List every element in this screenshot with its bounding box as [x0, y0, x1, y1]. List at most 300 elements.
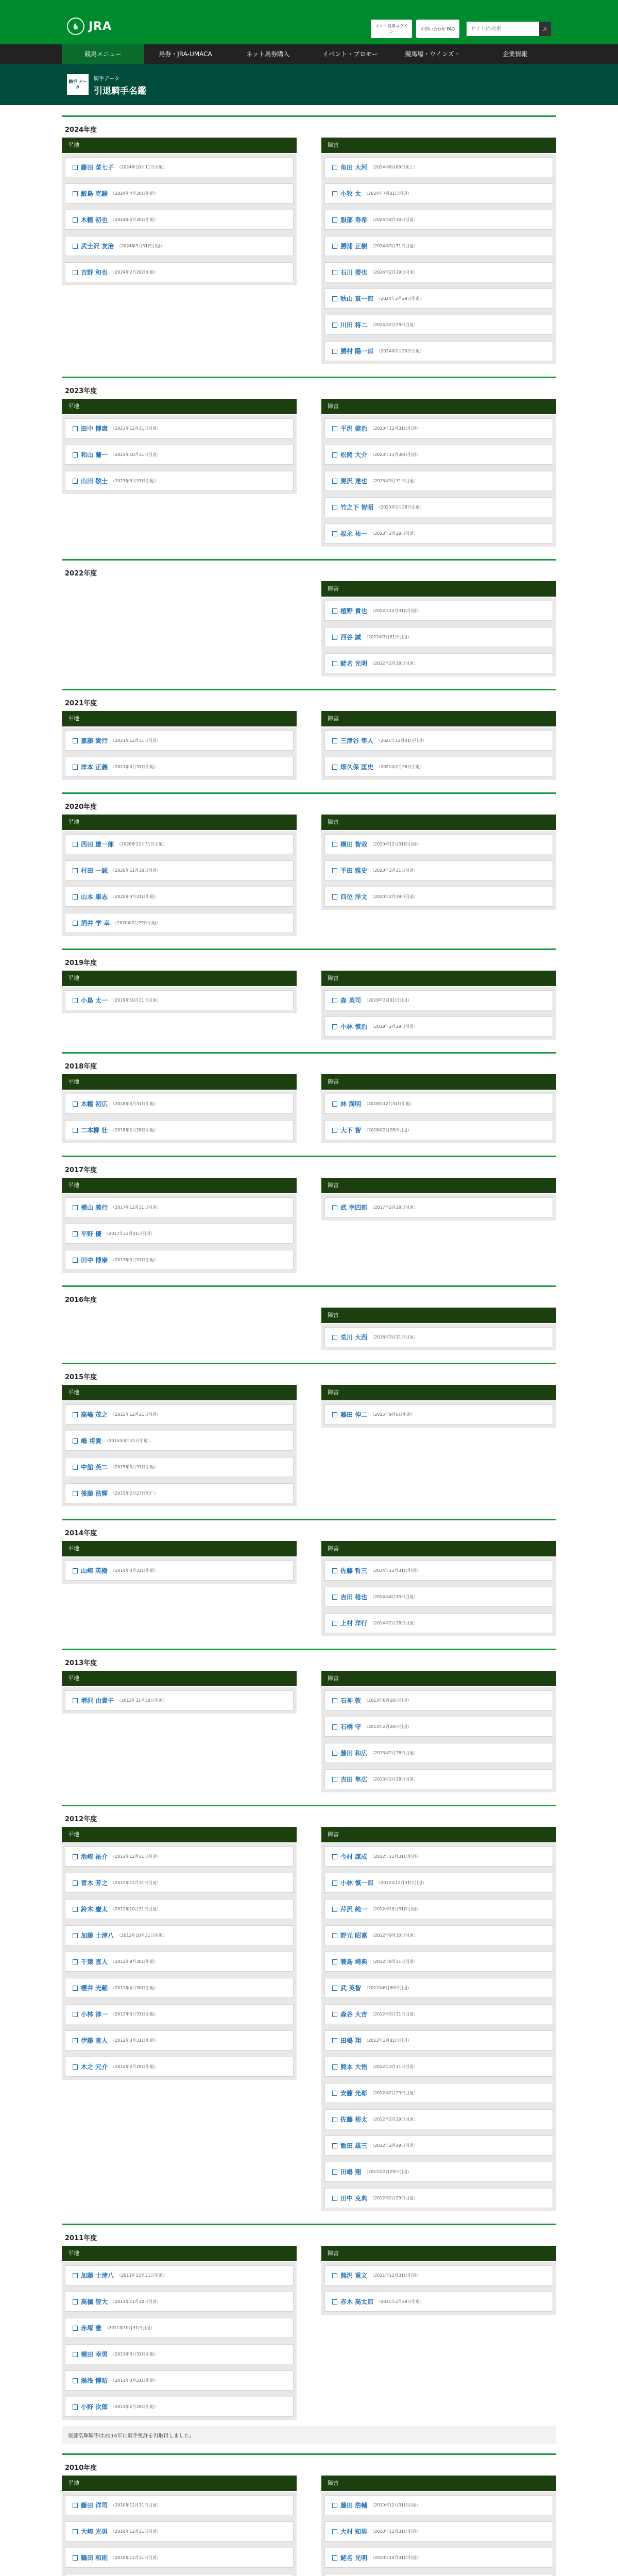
jockey-name[interactable]: 四位 洋文 — [340, 893, 368, 901]
checkbox-icon — [332, 426, 337, 431]
retire-date: （2016年3月31日引退） — [370, 1335, 418, 1340]
checkbox-icon — [332, 2117, 337, 2122]
checkbox-icon — [73, 2555, 78, 2561]
jockey-name[interactable]: 三津谷 隼人 — [340, 737, 374, 744]
jockey-item[interactable] — [65, 2030, 294, 2050]
checkbox-icon — [332, 1986, 337, 1991]
jockey-name[interactable]: 平田 雅史 — [340, 867, 368, 874]
checkbox-icon — [332, 2091, 337, 2096]
checkbox-icon — [332, 1880, 337, 1886]
jockey-item[interactable] — [324, 2162, 553, 2182]
checkbox-icon — [73, 2404, 78, 2410]
flat-column — [62, 1671, 297, 1795]
jockey-item[interactable] — [65, 834, 294, 854]
checkbox-icon — [73, 738, 78, 743]
jockey-name[interactable]: 安藤 光彰 — [340, 2090, 368, 2097]
jockey-item[interactable] — [65, 183, 294, 204]
jockey-item[interactable] — [324, 497, 553, 517]
jockey-name[interactable]: 二本柳 壮 — [81, 1127, 108, 1134]
checkbox-icon — [73, 1907, 78, 1912]
jockey-name[interactable]: 中舘 英二 — [81, 1464, 108, 1471]
jockey-name[interactable]: 熊本 大悟 — [340, 2063, 368, 2071]
jockey-item[interactable] — [65, 2292, 294, 2312]
checkbox-icon — [73, 2038, 78, 2043]
jockey-name[interactable]: 熊沢 重文 — [340, 2272, 368, 2279]
checkbox-icon — [73, 2299, 78, 2304]
flat-column — [62, 1074, 297, 1146]
retire-date: （2023年3月31日引退） — [370, 479, 418, 483]
jockey-name[interactable]: 嘉藤 貴行 — [81, 737, 108, 744]
jockey-name[interactable]: 平沢 健治 — [340, 425, 368, 432]
jockey-name[interactable]: 竹之下 智昭 — [340, 504, 374, 511]
jockey-item[interactable] — [324, 183, 553, 204]
jockey-item[interactable] — [324, 653, 553, 673]
jockey-name[interactable]: 赤木 高太郎 — [340, 2298, 374, 2306]
retire-date: （2011年12月31日引退） — [117, 2273, 167, 2278]
jockey-item[interactable] — [324, 471, 553, 491]
jockey-name[interactable]: 秋山 真一郎 — [340, 295, 374, 302]
jockey-name[interactable]: 芹沢 純一 — [340, 1906, 368, 1913]
checkbox-icon — [73, 2378, 78, 2383]
jockey-item[interactable] — [324, 2548, 553, 2568]
retire-date: （2024年3月31日引退） — [370, 244, 418, 248]
jockey-item[interactable] — [324, 860, 553, 880]
jockey-name[interactable]: 田嶋 翔 — [340, 2168, 362, 2176]
jockey-name[interactable]: 武 英智 — [340, 1985, 362, 1992]
jockey-item[interactable] — [324, 341, 553, 361]
jockey-item[interactable] — [65, 913, 294, 933]
jockey-name[interactable]: 加藤 士津八 — [81, 2272, 114, 2279]
jockey-name[interactable]: 勝村 陽一郎 — [340, 348, 374, 355]
jockey-name[interactable]: 蛯名 光明 — [340, 660, 368, 667]
retire-date: （2014年3月31日引退） — [111, 1568, 158, 1573]
flat-column — [62, 971, 297, 1043]
checkbox-icon — [332, 608, 337, 614]
jockey-name[interactable]: 吉田 稔也 — [340, 1594, 368, 1601]
jockey-name[interactable]: 藤田 菜七子 — [81, 164, 114, 171]
jockey-item[interactable] — [65, 1250, 294, 1270]
jockey-item[interactable] — [324, 2136, 553, 2156]
checkbox-icon — [332, 1621, 337, 1626]
checkbox-icon — [73, 2503, 78, 2508]
checkbox-icon — [73, 2273, 78, 2278]
jockey-name[interactable]: 黒沢 達也 — [340, 478, 368, 485]
nav-item[interactable]: イベント・プロモー — [322, 50, 378, 58]
jockey-item[interactable] — [324, 990, 553, 1010]
jockey-name[interactable]: 吉田 隼広 — [340, 1776, 368, 1783]
jump-column — [321, 1541, 556, 1639]
jockey-item[interactable] — [324, 1561, 553, 1581]
checkbox-icon — [332, 842, 337, 847]
jockey-item[interactable] — [324, 2574, 553, 2576]
jockey-item[interactable] — [65, 2495, 294, 2515]
jockey-item[interactable] — [324, 1952, 553, 1972]
jump-header: 障害 — [321, 1074, 556, 1090]
jockey-item[interactable] — [65, 2318, 294, 2338]
year-columns — [62, 1178, 556, 1276]
checkbox-icon — [73, 165, 78, 170]
jockey-item[interactable] — [65, 2344, 294, 2364]
jockey-item[interactable] — [324, 1094, 553, 1114]
jockey-name[interactable]: 横山 義行 — [81, 1204, 108, 1211]
jockey-name[interactable]: 吉野 和也 — [81, 269, 108, 276]
net-vote-login-button[interactable]: ネット投票ログイン — [371, 20, 412, 38]
jockey-name[interactable]: 加藤 士津八 — [81, 1932, 114, 1939]
jockey-name[interactable]: 森谷 大吉 — [340, 2011, 368, 2018]
jockey-item[interactable] — [65, 757, 294, 777]
jockey-item[interactable] — [324, 1327, 553, 1347]
checkbox-icon — [73, 2529, 78, 2534]
jockey-name[interactable]: 石神 敦 — [340, 1697, 362, 1704]
jockey-item[interactable] — [324, 1404, 553, 1425]
jockey-name[interactable]: 後藤 浩輝 — [81, 1490, 108, 1497]
jockey-item[interactable] — [65, 2574, 294, 2576]
jockey-item[interactable] — [324, 1846, 553, 1867]
jockey-name[interactable]: 伊藤 直人 — [81, 2037, 108, 2044]
flat-header: 平地 — [62, 1385, 297, 1400]
jockey-item[interactable] — [65, 2521, 294, 2541]
jockey-name[interactable]: 石橋 守 — [340, 1723, 362, 1731]
jockey-name[interactable]: 今村 康成 — [340, 1853, 368, 1860]
jra-logo[interactable] — [67, 18, 112, 35]
search-input[interactable] — [467, 22, 539, 36]
jockey-item[interactable] — [324, 1925, 553, 1945]
jockey-item[interactable] — [65, 731, 294, 751]
jockey-name[interactable]: 赤塚 雅 — [81, 2325, 102, 2332]
jockey-item[interactable] — [65, 1561, 294, 1581]
flat-header: 平地 — [62, 1541, 297, 1556]
checkbox-icon — [332, 1024, 337, 1029]
retire-date: （2017年12月31日引退） — [111, 1205, 161, 1210]
jockey-item[interactable] — [324, 627, 553, 647]
jockey-item[interactable] — [65, 2370, 294, 2391]
jockey-item[interactable] — [324, 1743, 553, 1763]
nav-item[interactable]: 競馬場・ウインズ・ — [405, 50, 460, 58]
jockey-name[interactable]: 池崎 祐介 — [81, 1853, 108, 1860]
retire-date: （2012年2月29日引退） — [111, 2064, 158, 2069]
retire-date: （2020年2月29日引退） — [113, 921, 160, 925]
jockey-item[interactable] — [324, 2109, 553, 2129]
site-search — [467, 22, 551, 36]
jockey-name[interactable]: 櫻井 光輔 — [81, 1985, 108, 1992]
jockey-name[interactable]: 武士沢 友治 — [81, 243, 114, 250]
jockey-name[interactable]: 鈴木 慶太 — [81, 1906, 108, 1913]
jump-header: 障害 — [321, 1178, 556, 1193]
jockey-item[interactable] — [65, 445, 294, 465]
jockey-item[interactable] — [65, 1952, 294, 1972]
jump-header: 障害 — [321, 2476, 556, 2491]
jump-header: 障害 — [321, 1541, 556, 1556]
jump-header: 障害 — [321, 1671, 556, 1686]
jockey-item[interactable] — [65, 1197, 294, 1217]
jockey-name[interactable]: 岸本 正義 — [81, 764, 108, 771]
nav-item[interactable]: ネット馬券購入 — [246, 50, 289, 58]
jockey-name[interactable]: 高嶋 茂之 — [81, 1411, 108, 1418]
jockey-item[interactable] — [65, 471, 294, 491]
jockey-item[interactable] — [324, 315, 553, 335]
jockey-item[interactable] — [324, 1690, 553, 1710]
jockey-name[interactable]: 木幡 初広 — [81, 1100, 108, 1108]
jockey-item[interactable] — [324, 523, 553, 544]
jockey-name[interactable]: 藤田 和広 — [340, 1750, 368, 1757]
jockey-item[interactable] — [324, 2521, 553, 2541]
retire-date: （2013年2月28日引退） — [364, 1724, 411, 1729]
jockey-item[interactable] — [324, 418, 553, 438]
jockey-item[interactable] — [324, 2057, 553, 2077]
faq-button[interactable]: お問い合わせ FAQ — [416, 20, 459, 38]
jockey-item[interactable] — [65, 1690, 294, 1710]
jockey-name[interactable]: 平野 優 — [81, 1230, 102, 1238]
jockey-item[interactable] — [324, 236, 553, 256]
year-title: 2016年度 — [65, 1296, 97, 1304]
jockey-item[interactable] — [65, 887, 294, 907]
jockey-item[interactable] — [324, 731, 553, 751]
jockey-item[interactable] — [324, 2265, 553, 2285]
flat-column — [62, 2476, 297, 2576]
jockey-name[interactable]: 大村 知男 — [340, 2528, 368, 2535]
jockey-item[interactable] — [65, 860, 294, 880]
retire-date: （2011年2月28日引退） — [376, 2299, 424, 2304]
jockey-name[interactable]: 田中 克典 — [340, 2195, 368, 2202]
jockey-name[interactable]: 小野 次郎 — [81, 2403, 108, 2411]
jockey-name[interactable]: 田中 博康 — [81, 1257, 108, 1264]
jockey-item[interactable] — [324, 834, 553, 854]
jockey-item[interactable] — [65, 262, 294, 282]
nav-item[interactable]: 企業情報 — [502, 50, 527, 58]
jockey-item[interactable] — [324, 757, 553, 777]
retire-date: （2012年2月29日引退） — [364, 2170, 411, 2174]
jockey-item[interactable] — [324, 445, 553, 465]
checkbox-icon — [73, 868, 78, 873]
jump-column — [321, 581, 556, 680]
retire-date: （2017年3月31日引退） — [111, 1258, 158, 1262]
jockey-name[interactable]: 嶋 将貴 — [81, 1437, 102, 1445]
retire-date: （2012年2月29日引退） — [370, 2117, 418, 2122]
jockey-name[interactable]: 福永 祐一 — [340, 530, 368, 537]
jockey-item[interactable] — [65, 1978, 294, 1998]
jockey-item[interactable] — [65, 236, 294, 256]
jockey-item[interactable] — [65, 2004, 294, 2024]
jockey-name[interactable]: 高橋 智大 — [81, 2298, 108, 2306]
jockey-name[interactable]: 佐藤 裕太 — [340, 2116, 368, 2123]
nav-item[interactable]: 馬券・JRA-UMACA — [159, 50, 212, 58]
jockey-item[interactable] — [65, 2397, 294, 2417]
jockey-item[interactable] — [65, 1846, 294, 1867]
jockey-name[interactable]: 藤田 浩輔 — [340, 2502, 368, 2509]
jockey-item[interactable] — [324, 1587, 553, 1607]
jockey-item[interactable] — [65, 1120, 294, 1140]
checkbox-icon — [332, 2038, 337, 2043]
jockey-name[interactable]: 鮫島 克駿 — [81, 190, 108, 197]
main-content — [62, 115, 556, 2576]
jockey-item[interactable] — [324, 262, 553, 282]
checkbox-icon — [332, 270, 337, 275]
jockey-name[interactable]: 小林 淳一 — [81, 2011, 108, 2018]
jockey-name[interactable]: 角田 大河 — [340, 164, 368, 171]
search-icon[interactable]: ⌕ — [539, 22, 551, 36]
jockey-name[interactable]: 酒井 学 幸 — [81, 920, 110, 927]
jockey-item[interactable] — [324, 2495, 553, 2515]
jockey-item[interactable] — [324, 2292, 553, 2312]
jockey-item[interactable] — [324, 2083, 553, 2103]
jockey-item[interactable] — [324, 2188, 553, 2208]
jockey-name[interactable]: 武 幸四郎 — [340, 1204, 368, 1211]
jockey-item[interactable] — [65, 2265, 294, 2285]
jockey-name[interactable]: 佐藤 哲三 — [340, 1567, 368, 1574]
jockey-name[interactable]: 田嶋 翔 — [340, 2037, 362, 2044]
year-section — [62, 2224, 556, 2444]
jockey-name[interactable]: 山田 敬士 — [81, 478, 108, 485]
jockey-item[interactable] — [65, 1899, 294, 1919]
retire-date: （2015年9月6日引退） — [370, 1412, 415, 1417]
jockey-name[interactable]: 山本 康志 — [81, 893, 108, 901]
page-title: 引退騎手名鑑 — [94, 86, 146, 96]
jockey-item[interactable] — [65, 1224, 294, 1244]
jockey-name[interactable]: 田中 博康 — [81, 425, 108, 432]
year-section — [62, 1649, 556, 1795]
jump-header: 障害 — [321, 399, 556, 414]
jockey-item[interactable] — [65, 157, 294, 177]
jockey-name[interactable]: 木之 元介 — [81, 2063, 108, 2071]
jockey-name[interactable]: 村田 一誠 — [81, 867, 108, 874]
checkbox-icon — [73, 921, 78, 926]
jockey-item[interactable] — [324, 1717, 553, 1737]
jockey-name[interactable]: 小牧 太 — [340, 190, 362, 197]
jockey-name[interactable]: 千葉 直人 — [81, 1958, 108, 1965]
jockey-item[interactable] — [65, 1873, 294, 1893]
retire-date: （2024年10月11日引退） — [117, 165, 167, 170]
jockey-name[interactable]: 木幡 初也 — [81, 216, 108, 224]
jockey-name[interactable]: 青木 芳之 — [81, 1879, 108, 1887]
retire-date: （2012年2月29日引退） — [370, 2143, 418, 2148]
year-title: 2015年度 — [65, 1374, 97, 1381]
checkbox-icon — [73, 1959, 78, 1964]
jockey-item[interactable] — [324, 157, 553, 177]
jockey-name[interactable]: 大下 智 — [340, 1127, 362, 1134]
jockey-name[interactable]: 飯田 雄三 — [340, 2142, 368, 2149]
jockey-item[interactable] — [324, 887, 553, 907]
retire-date: （2020年11月30日引退） — [111, 868, 161, 873]
retire-date: （2012年12月31日引退） — [376, 1880, 426, 1885]
checkbox-icon — [73, 1101, 78, 1107]
retire-date: （2020年3月31日引退） — [111, 894, 158, 899]
jockey-name[interactable]: 蛯名 光明 — [340, 2554, 368, 2562]
jockey-item[interactable] — [324, 1120, 553, 1140]
jockey-name[interactable]: 湯浅 博昭 — [81, 2377, 108, 2384]
retire-date: （2014年12月31日引退） — [370, 1568, 420, 1573]
jockey-item[interactable] — [65, 1094, 294, 1114]
jockey-name[interactable]: 石川 倭也 — [340, 269, 368, 276]
jockey-item[interactable] — [324, 289, 553, 309]
checkbox-icon — [332, 1128, 337, 1133]
retire-date: （2024年2月29日引退） — [376, 296, 424, 301]
retire-date: （2014年4月30日引退） — [370, 1595, 418, 1599]
jockey-name[interactable]: 荒川 大西 — [340, 1334, 368, 1341]
jockey-name[interactable]: 増沢 由貴子 — [81, 1697, 114, 1704]
jockey-name[interactable]: 蓑島 靖典 — [340, 1958, 368, 1965]
year-title: 2010年度 — [65, 2464, 97, 2472]
checkbox-icon — [73, 1438, 78, 1444]
jockey-item[interactable] — [324, 1873, 553, 1893]
jockey-name[interactable]: 小島 太一 — [81, 997, 108, 1004]
jockey-name[interactable]: 西谷 誠 — [340, 634, 362, 641]
jockey-name[interactable]: 西田 雄一郎 — [81, 841, 114, 848]
jockey-name[interactable]: 川田 将二 — [340, 321, 368, 329]
jockey-name[interactable]: 和山 蘭一 — [81, 451, 108, 459]
jockey-item[interactable] — [65, 2548, 294, 2568]
jockey-item[interactable] — [65, 1431, 294, 1451]
retire-date: （2012年3月31日引退） — [111, 2038, 158, 2043]
jockey-name[interactable]: 勝浦 正樹 — [340, 243, 368, 250]
checkbox-icon — [332, 1959, 337, 1964]
jockey-item[interactable] — [324, 601, 553, 621]
jockey-name[interactable]: 藤田 伸二 — [340, 1411, 368, 1418]
jockey-item[interactable] — [65, 1925, 294, 1945]
nav-item[interactable]: 競馬メニュー — [62, 44, 144, 64]
retire-date: （2011年10月31日引退） — [105, 2326, 154, 2330]
retire-date: （2023年10月31日引退） — [111, 452, 161, 457]
jockey-name[interactable]: 横田 智哉 — [340, 841, 368, 848]
flat-header: 平地 — [62, 399, 297, 414]
jockey-name[interactable]: 小林 慎一郎 — [340, 1879, 374, 1887]
jockey-item[interactable] — [65, 1457, 294, 1477]
jockey-item[interactable] — [324, 1197, 553, 1217]
jockey-item[interactable] — [65, 1483, 294, 1503]
jockey-item[interactable] — [65, 210, 294, 230]
jockey-item[interactable] — [324, 2004, 553, 2024]
year-title: 2021年度 — [65, 700, 97, 707]
jockey-item[interactable] — [324, 1613, 553, 1633]
jockey-name[interactable]: 大崎 光男 — [81, 2528, 108, 2535]
retire-date: （2015年2月27日死亡） — [111, 1491, 158, 1496]
checkbox-icon — [332, 2273, 337, 2278]
retire-date: （2024年2月29日引退） — [111, 270, 158, 275]
checkbox-icon — [332, 531, 337, 536]
jockey-name[interactable]: 林 満明 — [340, 1100, 362, 1108]
year-section — [62, 1156, 556, 1276]
jockey-item[interactable] — [65, 990, 294, 1010]
jockey-name[interactable]: 畑久保 匡史 — [340, 764, 374, 771]
jockey-name[interactable]: 植野 貴也 — [340, 607, 368, 615]
jockey-item[interactable] — [324, 2030, 553, 2050]
flat-header: 平地 — [62, 971, 297, 986]
jockey-item[interactable] — [65, 2057, 294, 2077]
checkbox-icon — [332, 296, 337, 301]
retire-date: （2012年3月31日引退） — [370, 2012, 418, 2016]
flat-header: 平地 — [62, 1827, 297, 1842]
jockey-item[interactable] — [324, 1899, 553, 1919]
jockey-name[interactable]: 山崎 英樹 — [81, 1567, 108, 1574]
jockey-item[interactable] — [65, 1404, 294, 1425]
jockey-name[interactable]: 松岡 大介 — [340, 451, 368, 459]
jockey-item[interactable] — [324, 1769, 553, 1789]
jockey-item[interactable] — [324, 1978, 553, 1998]
checkbox-icon — [73, 1465, 78, 1470]
jockey-name[interactable]: 横田 幸男 — [81, 2351, 108, 2358]
jockey-name[interactable]: 野元 昭嘉 — [340, 1932, 368, 1939]
jockey-item[interactable] — [324, 1016, 553, 1037]
jockey-name[interactable]: 上村 洋行 — [340, 1620, 368, 1627]
jockey-item[interactable] — [65, 418, 294, 438]
jockey-name[interactable]: 藤田 洋司 — [81, 2502, 108, 2509]
jump-header: 障害 — [321, 2246, 556, 2261]
jockey-name[interactable]: 小林 慎治 — [340, 1023, 368, 1030]
jockey-item[interactable] — [324, 210, 553, 230]
jockey-name[interactable]: 服部 寿希 — [340, 216, 368, 224]
jockey-name[interactable]: 鶴田 和則 — [81, 2554, 108, 2562]
jockey-name[interactable]: 森 英司 — [340, 997, 362, 1004]
retire-date: （2018年2月28日引退） — [111, 1128, 158, 1132]
